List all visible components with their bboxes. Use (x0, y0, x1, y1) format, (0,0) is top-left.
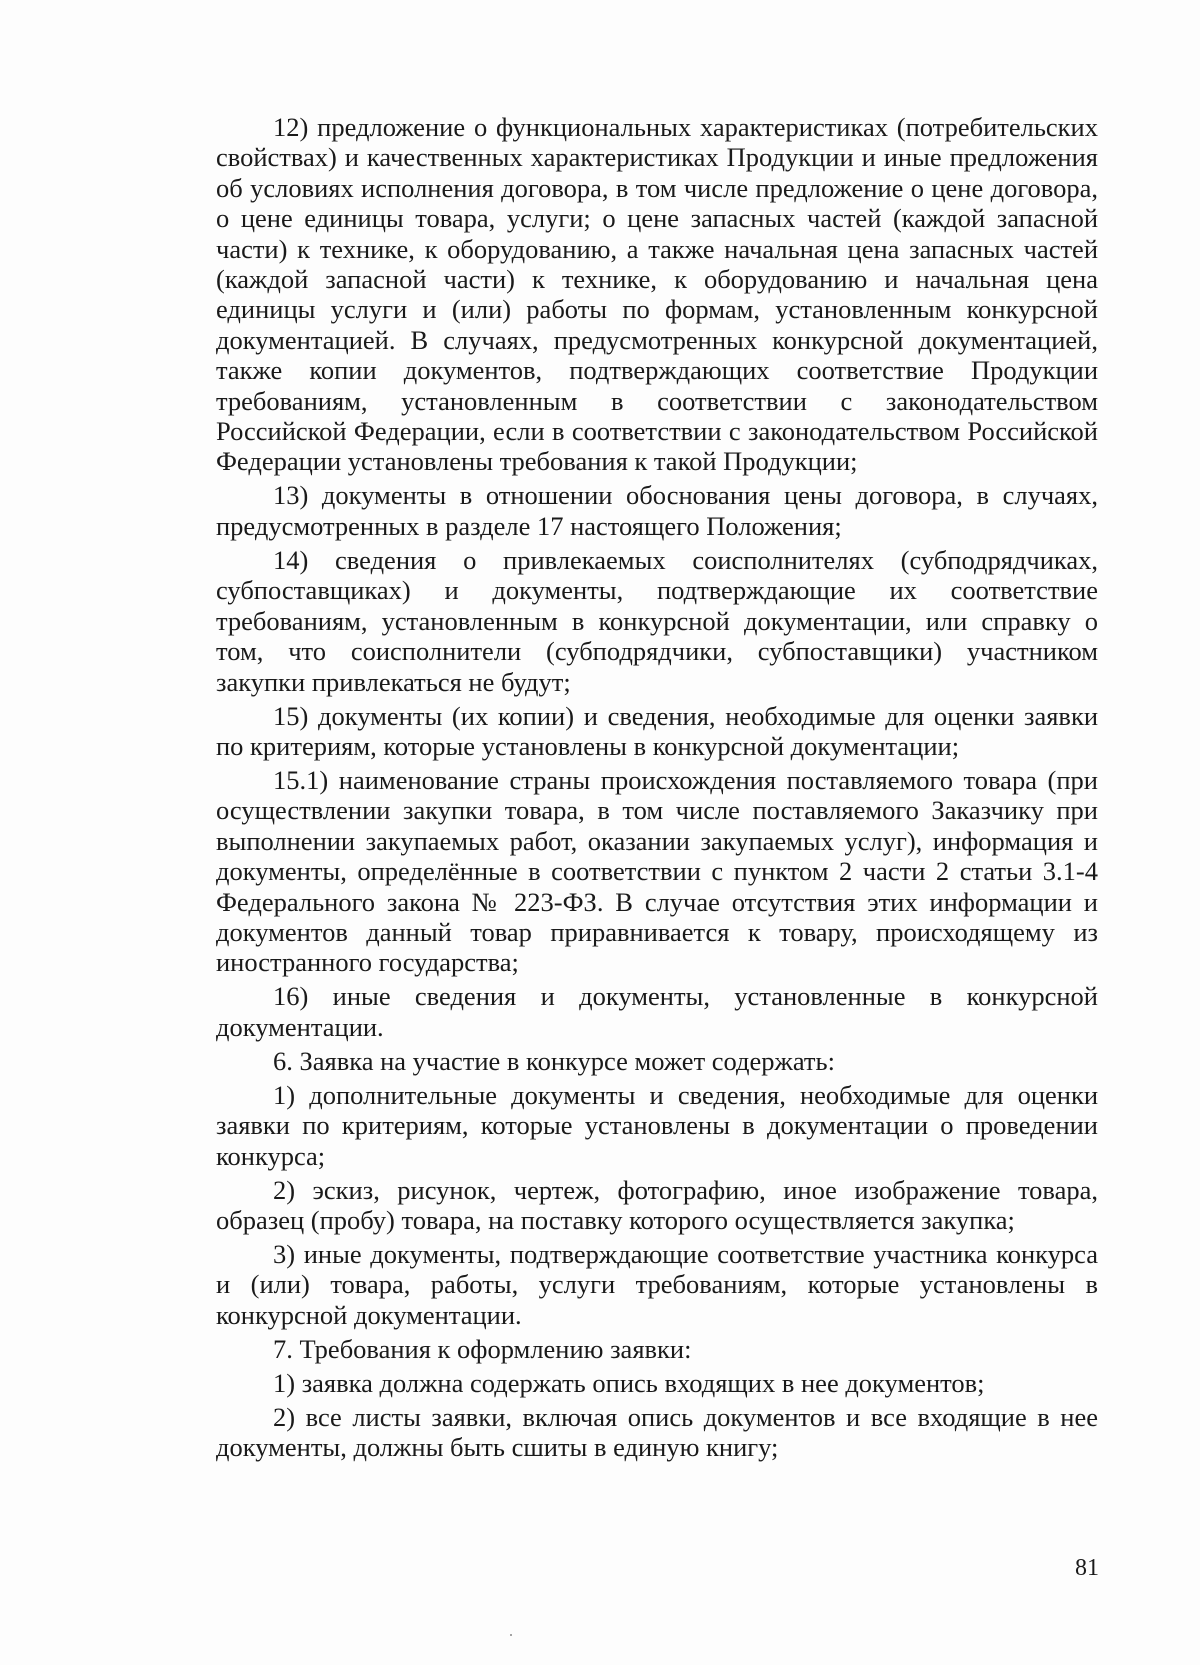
document-body (216, 112, 1098, 1466)
section-6-item-1: 1) дополнительные документы и сведения, необходимые для оценки заявки по критериям, которые установлены в документации о проведении конкурса; (216, 1079, 1098, 1171)
paragraph-item-13: 13) документы в отношении обоснования цены договора, в случаях, предусмотренных в разделе 17 настоящего Положения; (216, 480, 1098, 541)
section-7-heading: 7. Требования к оформлению заявки: (273, 1333, 692, 1364)
paragraph-item-14: 14) сведения о привлекаемых соисполнителях (субподрядчиках, субпоставщиках) и документы, подтверждающие их соответствие требованиям, установленным в конкурсной документации, или справку о том, что соисполнители (субподрядчики, субпоставщики) участником закупки привлекаться не будут; (216, 544, 1098, 697)
paragraph-item-16: 16) иные сведения и документы, установленные в конкурсной документации. (216, 981, 1098, 1042)
section-7-item-1: 1) заявка должна содержать опись входящих в нее документов; (273, 1367, 985, 1398)
section-6-item-2: 2) эскиз, рисунок, чертеж, фотографию, иное изображение товара, образец (пробу) товара, на поставку которого осуществляется закупка; (216, 1174, 1098, 1235)
paragraph-item-15: 15) документы (их копии) и сведения, необходимые для оценки заявки по критериям, которые установлены в конкурсной документации; (216, 700, 1098, 761)
section-6-item-3: 3) иные документы, подтверждающие соответствие участника конкурса и (или) товара, работы, услуги требованиям, которые установлены в конкурсной документации. (216, 1238, 1098, 1330)
paragraph-item-12: 12) предложение о функциональных характеристиках (потребительских свойствах) и качественных характеристиках Продукции и иные предложения об условиях исполнения договора, в том числе предложение о цене договора, о цене единицы товара, услуги; о цене запасных частей (каждой запасной части) к технике, к оборудованию, а также начальная цена запасных частей (каждой запасной части) к технике, к оборудованию и начальная цена единицы услуги и (или) работы по формам, установленным конкурсной документацией. В случаях, предусмотренных конкурсной документацией, также копии документов, подтверждающих соответствие Продукции требованиям, установленным в соответствии с законодательством Российской Федерации, если в соответствии с законодательством Российской Федерации установлены требования к такой Продукции; (216, 112, 1098, 477)
section-6-heading: 6. Заявка на участие в конкурсе может содержать: (273, 1045, 835, 1076)
paragraph-item-15-1: 15.1) наименование страны происхождения поставляемого товара (при осуществлении закупки товара, в том числе поставляемого Заказчику при выполнении закупаемых работ, оказании закупаемых услуг), информация и документы, определённые в соответствии с пунктом 2 части 2 статьи 3.1-4 Федерального закона № 223-ФЗ. В случае отсутствия этих информации и документов данный товар приравнивается к товару, происходящему из иностранного государства; (216, 764, 1098, 978)
section-7-item-2: 2) все листы заявки, включая опись документов и все входящие в нее документы, должны быть сшиты в единую книгу; (216, 1401, 1098, 1463)
scan-speck (510, 1634, 512, 1636)
page-number: 81 (1075, 1555, 1099, 1581)
